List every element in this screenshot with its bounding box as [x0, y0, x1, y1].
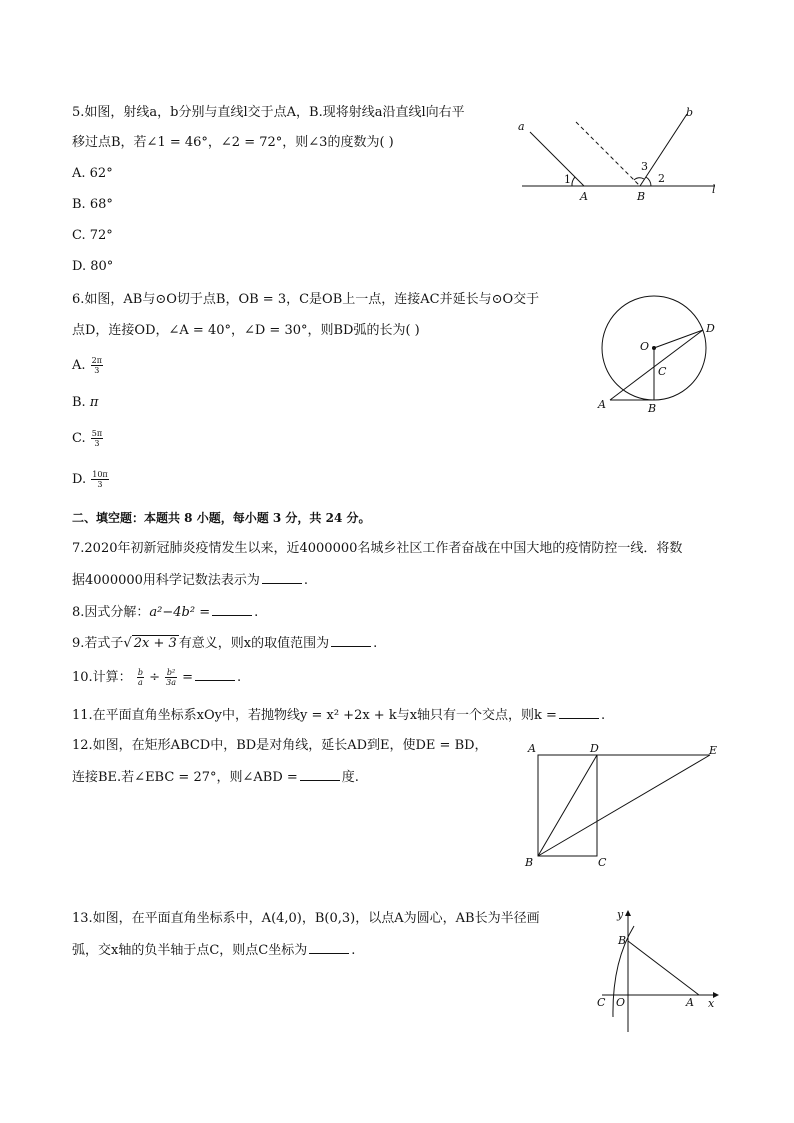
- q9-line: [72, 634, 377, 653]
- q5-option-c[interactable]: C. 72°: [72, 228, 113, 243]
- q6-option-a[interactable]: [72, 356, 104, 375]
- q13-label-A: A: [686, 996, 694, 1009]
- q6-option-a-den: 3: [94, 366, 100, 375]
- q13-label-y: y: [617, 908, 624, 921]
- q5-option-b[interactable]: B. 68°: [72, 197, 113, 212]
- q5-label-angle2: 2: [658, 172, 665, 185]
- q6-label-C: C: [658, 365, 667, 378]
- q8-prefix: 8.因式分解：: [72, 605, 150, 620]
- q10-fraction-1: [137, 668, 144, 687]
- q8-line: [72, 603, 258, 622]
- q12-line1: 12.如图，在矩形ABCD中，BD是对角线，延长AD到E，使DE = BD，: [72, 738, 488, 753]
- q12-diagonal-bd: [538, 755, 597, 856]
- q11-text: 11.在平面直角坐标系xOy中，若抛物线y = x² +2x + k与x轴只有一个交点，则k =: [72, 708, 557, 723]
- q6-option-c-den: 3: [94, 439, 100, 448]
- q11-line: [72, 706, 605, 725]
- q9-sqrt-sign: √: [123, 636, 132, 651]
- q5-label-a: a: [518, 120, 525, 133]
- q5-label-angle1: 1: [564, 173, 571, 186]
- q13-label-O: O: [616, 996, 626, 1009]
- q6-option-d-fraction: [91, 470, 108, 489]
- q5-figure: [510, 100, 740, 210]
- q6-option-d[interactable]: [72, 470, 110, 489]
- q6-option-b-label: B.: [72, 395, 86, 410]
- q12-label-C: C: [598, 856, 607, 869]
- q6-line1: 6.如图，AB与⊙O切于点B，OB = 3，C是OB上一点，连接AC并延长与⊙O交于: [72, 292, 540, 307]
- q10-f1-num: b: [137, 668, 143, 677]
- q5-label-angle3: 3: [641, 160, 648, 173]
- q6-label-D: D: [706, 322, 715, 335]
- q6-option-a-num: 2π: [91, 356, 103, 365]
- q5-ray-a: [530, 132, 584, 186]
- q5-label-A: A: [580, 190, 588, 203]
- q12-line2: [72, 768, 359, 787]
- q7-line2: [72, 571, 308, 590]
- q9-middle: 有意义，则x的取值范围为: [178, 636, 330, 651]
- q10-equals: =: [182, 670, 194, 685]
- q13-line1: 13.如图，在平面直角坐标系中，A(4,0)，B(0,3)，以点A为圆心，AB长为半径画: [72, 911, 540, 926]
- q5-line2: 移过点B，若∠1 = 46°，∠2 = 72°，则∠3的度数为( ): [72, 135, 394, 150]
- q5-translated-ray: [576, 122, 640, 186]
- q5-line1: 5.如图，射线a，b分别与直线l交于点A，B.现将射线a沿直线l向右平: [72, 105, 465, 120]
- q7-line1: 7.2020年初新冠肺炎疫情发生以来，近4000000名城乡社区工作者奋战在中国大地的疫情防控一线．将数: [72, 541, 683, 556]
- q10-line: [72, 668, 241, 687]
- q13-answer-blank[interactable]: [309, 941, 349, 954]
- q13-figure: [590, 902, 725, 1037]
- q12-label-E: E: [709, 744, 718, 757]
- q5-angle1-arc: [572, 177, 575, 186]
- q7-line2-text: 据4000000用科学记数法表示为: [72, 573, 260, 588]
- q6-option-c-fraction: [91, 429, 103, 448]
- q6-option-a-fraction: [91, 356, 103, 375]
- q5-label-l: l: [712, 183, 716, 196]
- q13-label-C: C: [597, 996, 606, 1009]
- q12-line2-end: 度.: [341, 770, 359, 785]
- q12-label-A: A: [528, 742, 536, 755]
- q6-segment-ad: [610, 330, 703, 400]
- q13-segment-ab: [628, 941, 699, 995]
- q5-option-a[interactable]: A. 62°: [72, 166, 113, 181]
- q6-label-O: O: [640, 340, 650, 353]
- q13-label-B: B: [618, 934, 627, 947]
- q6-figure: [590, 290, 730, 425]
- q8-end: .: [254, 605, 259, 620]
- q6-option-d-num: 10π: [92, 470, 108, 479]
- q10-f2-num: b²: [166, 668, 176, 677]
- q10-f2-den: 3a: [166, 678, 176, 687]
- q6-line2: 点D，连接OD，∠A = 40°，∠D = 30°，则BD弧的长为( ): [72, 323, 420, 338]
- q5-angle3-arc: [634, 178, 644, 180]
- q12-label-B: B: [525, 856, 534, 869]
- q11-end: .: [600, 708, 606, 723]
- q7-line2-end: .: [303, 573, 309, 588]
- q12-answer-blank[interactable]: [300, 768, 340, 781]
- q5-angle2-arc: [646, 177, 651, 186]
- q6-center-dot: [652, 346, 656, 350]
- q10-prefix: 10.计算：: [72, 670, 132, 685]
- q6-option-b-value: π: [89, 395, 99, 410]
- q12-segment-be: [538, 755, 710, 856]
- q9-end: .: [373, 636, 378, 651]
- q7-answer-blank[interactable]: [262, 571, 302, 584]
- q6-option-d-den: 3: [97, 480, 103, 489]
- q13-line2: [72, 941, 355, 960]
- q9-prefix: 9.若式子: [72, 636, 124, 651]
- section-2-heading: 二、填空题：本题共 8 小题，每小题 3 分，共 24 分。: [72, 511, 371, 525]
- q10-operator: ÷: [149, 670, 160, 685]
- q6-option-c[interactable]: [72, 429, 104, 448]
- q6-label-B: B: [648, 402, 657, 415]
- q10-answer-blank[interactable]: [195, 668, 235, 681]
- q11-answer-blank[interactable]: [559, 706, 599, 719]
- q12-figure: [520, 738, 730, 873]
- q13-line2-text: 弧，交x轴的负半轴于点C，则点C坐标为: [72, 943, 308, 958]
- q5-label-b: b: [686, 106, 694, 119]
- q9-answer-blank[interactable]: [331, 634, 371, 647]
- q10-fraction-2: [165, 668, 177, 687]
- q6-option-c-num: 5π: [91, 429, 103, 438]
- q5-label-B: B: [637, 190, 646, 203]
- q6-option-a-label: A.: [72, 358, 86, 373]
- q8-answer-blank[interactable]: [212, 603, 252, 616]
- q6-segment-od: [654, 330, 703, 348]
- q6-option-c-label: C.: [72, 431, 86, 446]
- q12-line2-text: 连接BE.若∠EBC = 27°，则∠ABD =: [72, 770, 298, 785]
- q13-line2-end: .: [351, 943, 356, 958]
- q6-label-A: A: [598, 398, 606, 411]
- q9-radicand: 2x + 3: [133, 636, 177, 651]
- q6-option-d-label: D.: [72, 472, 87, 487]
- q12-label-D: D: [590, 742, 599, 755]
- q6-option-b[interactable]: [72, 394, 98, 412]
- q10-end: .: [237, 670, 242, 685]
- q13-y-arrow: [625, 910, 631, 916]
- q8-expression: a²−4b² =: [149, 605, 211, 620]
- q5-option-d[interactable]: D. 80°: [72, 259, 114, 274]
- q13-label-x: x: [708, 997, 715, 1010]
- q10-f1-den: a: [138, 678, 143, 687]
